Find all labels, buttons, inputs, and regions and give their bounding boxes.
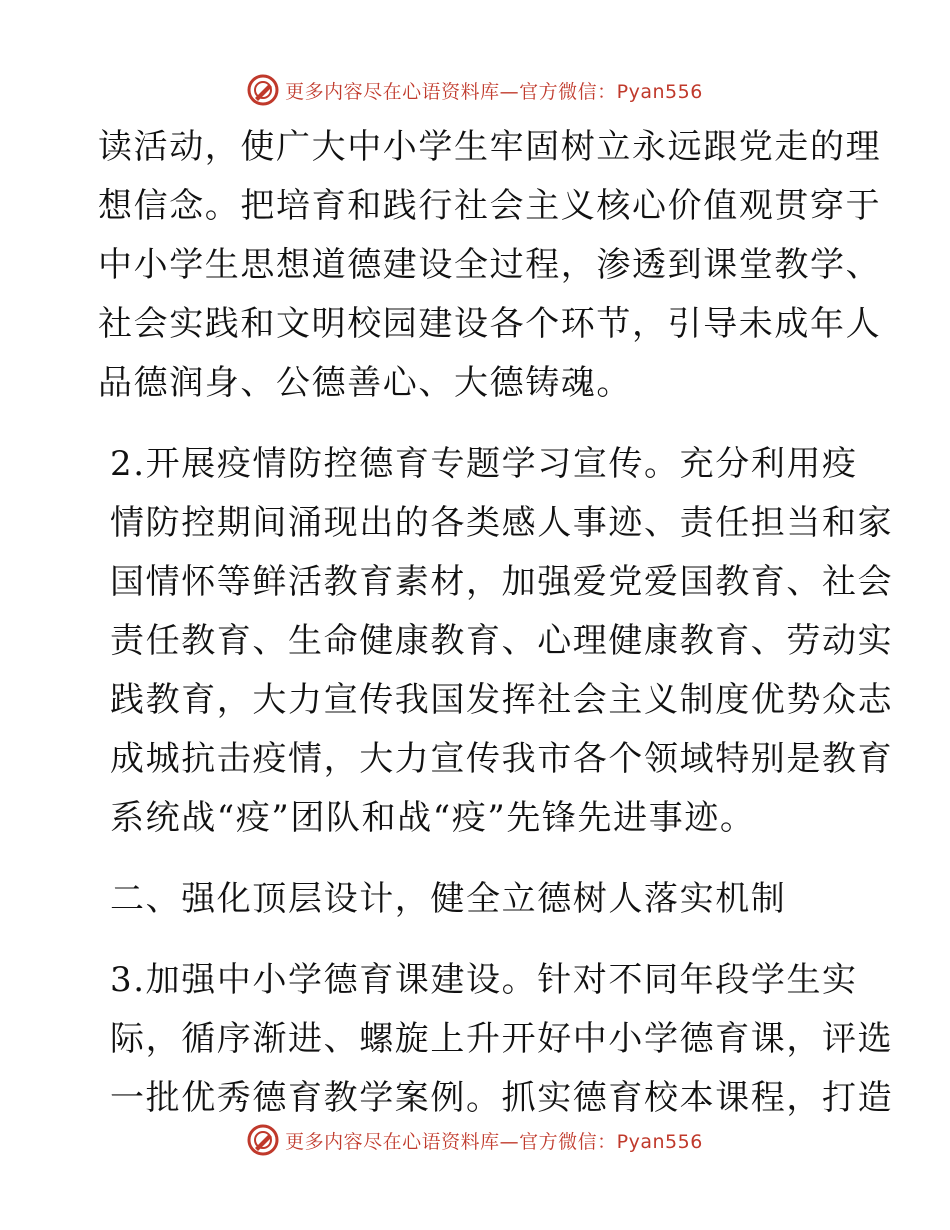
section-heading xyxy=(98,870,858,929)
text-line: 一批优秀德育教学案例。抓实德育校本课程，打造 xyxy=(110,1078,894,1118)
text-line: 品德润身、公德善心、大德铸魂。 xyxy=(98,363,632,403)
paragraph-2 xyxy=(98,435,894,848)
watermark-text: 更多内容尽在心语资料库—官方微信：Pyan556 xyxy=(285,80,703,103)
footer-watermark xyxy=(0,1120,950,1160)
header-watermark xyxy=(0,70,950,110)
text-line: 国情怀等鲜活教育素材，加强爱党爱国教育、社会 xyxy=(110,562,894,602)
stamp-logo-icon xyxy=(247,1124,279,1156)
text-line: 想信念。把培育和践行社会主义核心价值观贯穿于 xyxy=(98,186,882,226)
text-line: 2.开展疫情防控德育专题学习宣传。充分利用疫 xyxy=(110,444,858,484)
text-line: 责任教育、生命健康教育、心理健康教育、劳动实 xyxy=(110,621,894,661)
document-body xyxy=(98,118,894,1128)
paragraph-3 xyxy=(98,951,894,1128)
text-line: 情防控期间涌现出的各类感人事迹、责任担当和家 xyxy=(110,503,894,543)
text-line: 3.加强中小学德育课建设。针对不同年段学生实 xyxy=(110,960,858,1000)
watermark-text: 更多内容尽在心语资料库—官方微信：Pyan556 xyxy=(285,1130,703,1153)
heading-line: 二、强化顶层设计，健全立德树人落实机制 xyxy=(110,879,787,919)
text-line: 成城抗击疫情，大力宣传我市各个领域特别是教育 xyxy=(110,739,894,779)
text-line: 系统战“疫”团队和战“疫”先锋先进事迹。 xyxy=(110,798,756,838)
text-line: 读活动，使广大中小学生牢固树立永远跟党走的理 xyxy=(98,127,882,167)
text-line: 中小学生思想道德建设全过程，渗透到课堂教学、 xyxy=(98,245,882,285)
stamp-logo-icon xyxy=(247,74,279,106)
paragraph-1 xyxy=(98,118,882,413)
text-line: 践教育，大力宣传我国发挥社会主义制度优势众志 xyxy=(110,680,894,720)
text-line: 际，循序渐进、螺旋上升开好中小学德育课，评选 xyxy=(110,1019,894,1059)
text-line: 社会实践和文明校园建设各个环节，引导未成年人 xyxy=(98,304,882,344)
